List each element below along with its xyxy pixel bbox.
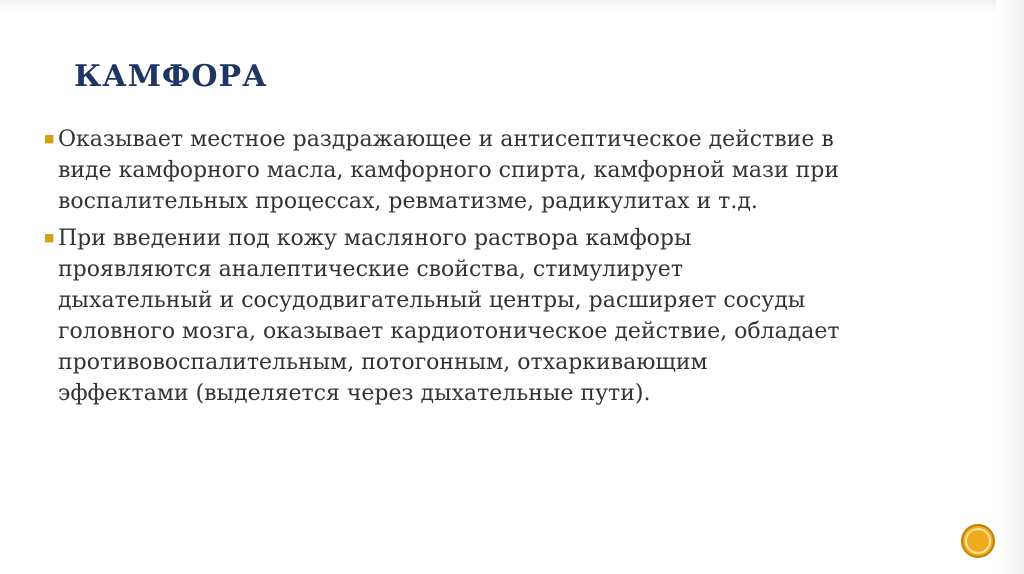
bullet-item xyxy=(44,124,984,217)
bullet-text: Оказывает местное раздражающее и антисептическое действие в виде камфорного масла, камфорного спирта, камфорной мази при воспалительных процессах, ревматизме, радикулитах и т.д. xyxy=(58,127,840,214)
bullet-list xyxy=(44,124,984,415)
slide-title: КАМФОРА xyxy=(74,59,268,94)
square-bullet-icon: ■ xyxy=(44,231,55,244)
square-bullet-icon: ■ xyxy=(44,132,55,145)
orange-circle-icon[interactable] xyxy=(960,523,996,559)
right-decorative-band xyxy=(996,0,1024,574)
bullet-item xyxy=(44,223,984,409)
top-decorative-band xyxy=(0,0,1024,14)
bullet-text: При введении под кожу масляного раствора камфоры проявляются аналептические свойства, стимулирует дыхательный и сосудодвигательный центры, расширяет сосуды головного мозга, оказывает кардиотоническое действие, обладает противовоспалительным, потогонным, отхаркивающим эффектами (выделяется через дыхательные пути). xyxy=(58,226,840,406)
